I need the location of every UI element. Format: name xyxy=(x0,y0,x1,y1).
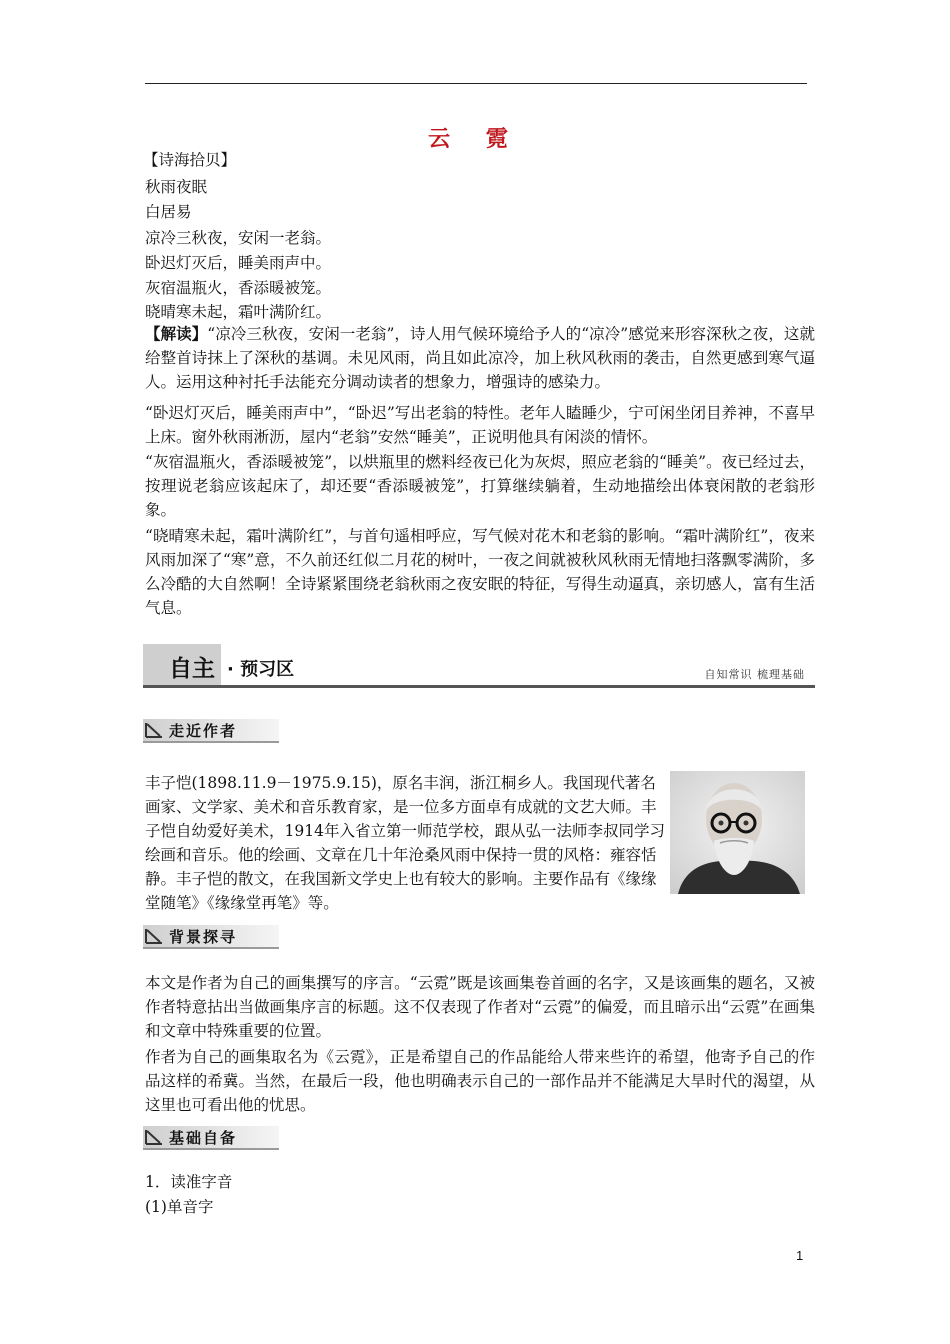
subheading-author xyxy=(143,719,279,743)
subheading-author-text: 走近作者 xyxy=(169,722,238,740)
jiedu-paragraph-4: “晓晴寒未起，霜叶满阶红”，与首句遥相呼应，写气候对花木和老翁的影响。“霜叶满阶红”，夜来风雨加深了“寒”意，不久前还红似二月花的树叶，一夜之间就被秋风秋雨无情地扫落飘零满阶，多么冷酷的大自然啊！全诗紧紧围绕老翁秋雨之夜安眠的特征，写得生动逼真，亲切感人，富有生活气息。 xyxy=(145,527,815,617)
jiedu-paragraph-3: “灰宿温瓶火，香添暖被笼”，以烘瓶里的燃料经夜已化为灰烬，照应老翁的“睡美”。夜已经过去，按理说老翁应该起床了，却还要“香添暖被笼”，打算继续躺着，生动地描绘出体衰闲散的老翁形象。 xyxy=(145,453,815,519)
poem-section-label: 【诗海拾贝】 xyxy=(143,151,237,169)
header-rule xyxy=(145,83,807,84)
subheading-background xyxy=(143,925,279,949)
poem-line: 卧迟灯灭后，睡美雨声中。 xyxy=(145,254,332,272)
author-portrait xyxy=(670,771,805,894)
author-text: 丰子恺(1898.11.9－1975.9.15)，原名丰润，浙江桐乡人。我国现代著名画家、文学家、美术和音乐教育家，是一位多方面卓有成就的文艺大师。丰子恺自幼爱好美术，1914年入省立第一师范学校，跟从弘一法师李叔同学习绘画和音乐。他的绘画、文章在几十年沧桑风雨中保持一贯的风格：雍容恬静。丰子恺的散文，在我国新文学史上也有较大的影响。主要作品有《缘缘堂随笔》《缘缘堂再笔》等。 xyxy=(145,774,665,912)
banner-sub-text: · 预习区 xyxy=(227,659,295,680)
page-number: 1 xyxy=(796,1248,804,1263)
section-banner xyxy=(143,644,815,688)
subheading-background-text: 背景探寻 xyxy=(169,928,238,946)
poem-title: 秋雨夜眠 xyxy=(145,178,208,196)
jiedu-paragraph-2: “卧迟灯灭后，睡美雨声中”，“卧迟”写出老翁的特性。老年人瞌睡少，宁可闲坐闭目养神，不喜早上床。窗外秋雨淅沥，屋内“老翁”安然“睡美”，正说明他具有闲淡的情怀。 xyxy=(145,404,815,446)
basics-item-1: 1．读准字音 xyxy=(145,1173,233,1191)
background-paragraph-1: 本文是作者为自己的画集撰写的序言。“云霓”既是该画集卷首画的名字，又是该画集的题名，又被作者特意拈出当做画集序言的标题。这不仅表现了作者对“云霓”的偏爱，而且暗示出“云霓”在画集和文章中特殊重要的位置。 xyxy=(145,974,815,1040)
banner-main-text: 自主 xyxy=(169,656,215,682)
subheading-basics-text: 基础自备 xyxy=(169,1129,238,1147)
page-title: 云 霓 xyxy=(428,126,522,152)
diagonal-mark-icon xyxy=(145,1129,163,1145)
jiedu-label: 【解读】 xyxy=(145,324,208,343)
diagonal-mark-icon xyxy=(145,928,163,944)
poem-author: 白居易 xyxy=(145,203,192,221)
subheading-basics xyxy=(143,1126,279,1150)
poem-line: 凉冷三秋夜，安闲一老翁。 xyxy=(145,229,332,247)
portrait-image xyxy=(670,771,805,894)
background-paragraph-2: 作者为自己的画集取名为《云霓》，正是希望自己的作品能给人带来些许的希望，他寄予自己的作品这样的希冀。当然，在最后一段，他也明确表示自己的一部作品并不能满足大旱时代的渴望，从这里也可看出他的忧思。 xyxy=(145,1048,815,1114)
basics-item-2: (1)单音字 xyxy=(145,1198,214,1216)
poem-line: 灰宿温瓶火，香添暖被笼。 xyxy=(145,279,332,297)
banner-underline xyxy=(143,685,815,688)
jiedu-paragraph-1 xyxy=(145,322,815,394)
banner-right-text: 自知常识 梳理基础 xyxy=(704,668,805,681)
jiedu-text: “凉冷三秋夜，安闲一老翁”，诗人用气候环境给予人的“凉冷”感觉来形容深秋之夜，这就给整首诗抹上了深秋的基调。未见风雨，尚且如此凉冷，加上秋风秋雨的袭击，自然更感到寒气逼人。运用这种衬托手法能充分调动读者的想象力，增强诗的感染力。 xyxy=(145,325,815,391)
diagonal-mark-icon xyxy=(145,722,163,738)
poem-line: 晓晴寒未起，霜叶满阶红。 xyxy=(145,303,332,321)
